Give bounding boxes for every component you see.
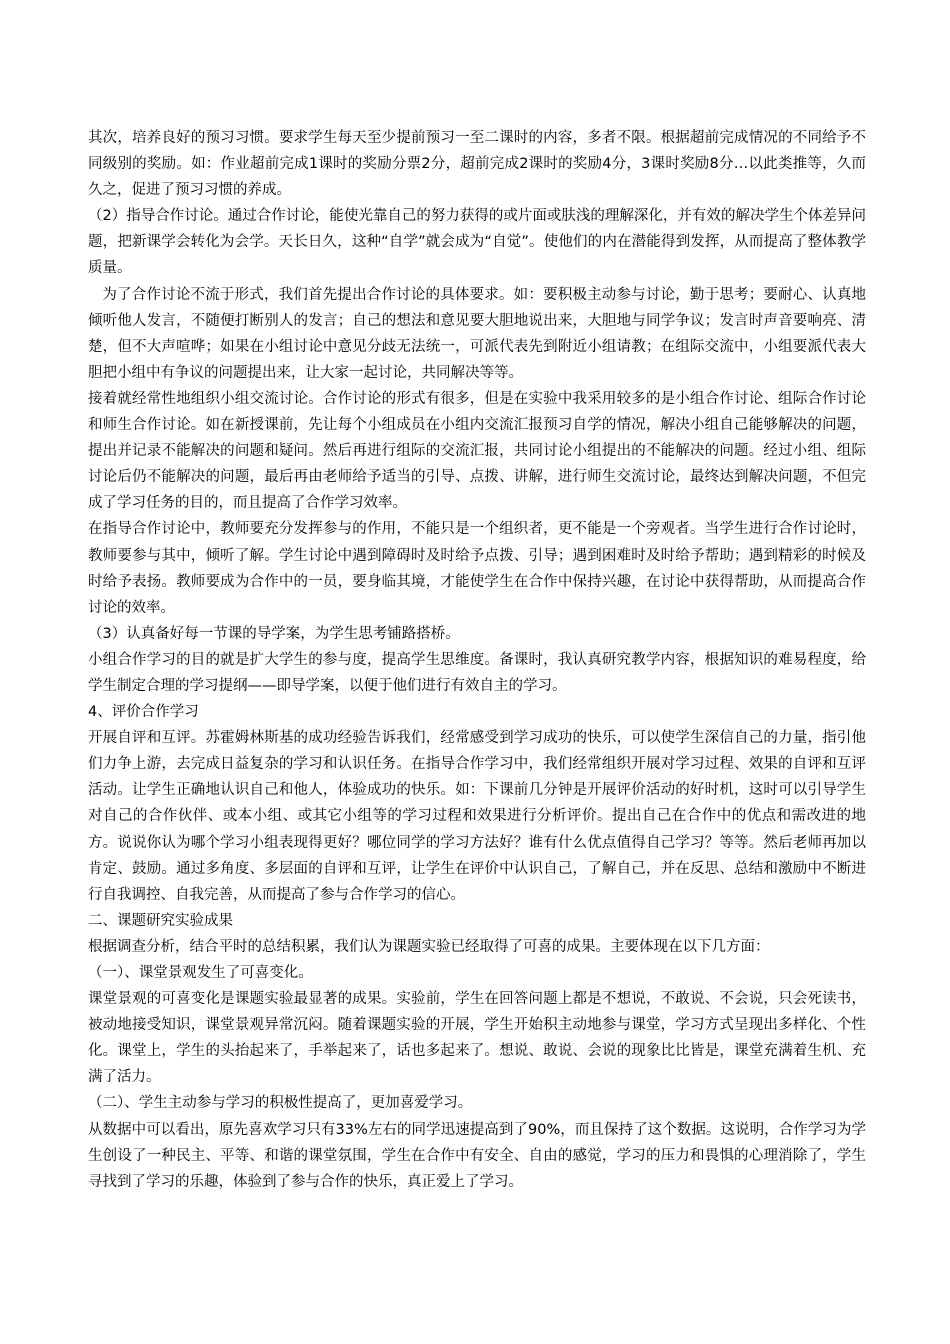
paragraph-lesson-plan: 小组合作学习的目的就是扩大学生的参与度，提高学生思维度。备课时，我认真研究教学内容，根据知识的难易程度，给学生制定合理的学习提纲——即导学案，以便于他们进行有效自主的学习。 bbox=[88, 651, 866, 694]
paragraph-self-evaluation: 开展自评和互评。苏霍姆林斯基的成功经验告诉我们，经常感受到学习成功的快乐，可以使学生深信自己的力量，指引他们力争上游，去完成日益复杂的学习和认识任务。在指导合作学习中，我们经常组织开展对学习过程、效果的自评和互评活动。让学生正确地认识自己和他人，体验成功的快乐。如：下课前几分钟是开展评价活动的好时机，这时可以引导学生对自己的合作伙伴、或本小组、或其它小组等的学习过程和效果进行分析评价。提出自己在合作中的优点和需改进的地方。说说你认为哪个学习小组表现得更好？哪位同学的学习方法好？谁有什么优点值得自己学习？等等。然后老师再加以肯定、鼓励。通过多角度、多层面的自评和互评，让学生在评价中认识自己，了解自己，并在反思、总结和激励中不断进行自我调控、自我完善，从而提高了参与合作学习的信心。 bbox=[88, 730, 866, 903]
paragraph-preview-habit: 其次，培养良好的预习习惯。要求学生每天至少提前预习一至二课时的内容，多者不限。根据超前完成情况的不同给予不同级别的奖励。如：作业超前完成1课时的奖励分票2分，超前完成2课时的奖励4分，3课时奖励8分…以此类推等，久而久之，促进了预习习惯的养成。 bbox=[88, 130, 866, 199]
paragraph-discussion-requirements: 为了合作讨论不流于形式，我们首先提出合作讨论的具体要求。如：要积极主动参与讨论，勤于思考；要耐心、认真地倾听他人发言，不随便打断别人的发言；自己的想法和意见要大胆地说出来，大胆地与同学争议；发言时声音要响亮、清楚，但不大声喧哗；如果在小组讨论中意见分歧无法统一，可派代表先到附近小组请教；在组际交流中，小组要派代表大胆把小组中有争议的问题提出来，让大家一起讨论，共同解决等等。 bbox=[88, 286, 867, 381]
document-body bbox=[88, 125, 866, 1195]
section-heading-results: 二、课题研究实验成果 bbox=[88, 912, 233, 929]
paragraph-lesson-plan-heading: （3）认真备好每一节课的导学案，为学生思考铺路搭桥。 bbox=[88, 625, 460, 642]
paragraph-teacher-role: 在指导合作讨论中，教师要充分发挥参与的作用，不能只是一个组织者，更不能是一个旁观者。当学生进行合作讨论时，教师要参与其中，倾听了解。学生讨论中遇到障碍时及时给予点拨、引导；遇到困难时及时给予帮助；遇到精彩的时候及时给予表扬。教师要成为合作中的一员，要身临其境，才能使学生在合作中保持兴趣，在讨论中获得帮助，从而提高合作讨论的效率。 bbox=[88, 521, 866, 616]
paragraph-guide-discussion: （2）指导合作讨论。通过合作讨论，能使光靠自己的努力获得的或片面或肤浅的理解深化，并有效的解决学生个体差异问题，把新课学会转化为会学。天长日久，这种“自学”就会成为“自觉”。使他们的内在潜能得到发挥，从而提高了整体教学质量。 bbox=[88, 208, 866, 277]
section-heading-evaluation: 4、评价合作学习 bbox=[88, 704, 199, 721]
subheading-classroom-change: （一）、课堂景观发生了可喜变化。 bbox=[88, 965, 313, 981]
subheading-student-participation: （二）、学生主动参与学习的积极性提高了，更加喜爱学习。 bbox=[88, 1095, 473, 1112]
paragraph-results-intro: 根据调查分析，结合平时的总结积累，我们认为课题实验已经取得了可喜的成果。主要体现在以下几方面： bbox=[88, 938, 770, 955]
paragraph-student-participation: 从数据中可以看出，原先喜欢学习只有33%左右的同学迅速提高到了90%，而且保持了这个数据。这说明，合作学习为学生创设了一种民主、平等、和谐的课堂氛围，学生在合作中有安全、自由的感觉，学习的压力和畏惧的心理消除了，学生寻找到了学习的乐趣，体验到了参与合作的快乐，真正爱上了学习。 bbox=[88, 1121, 866, 1190]
paragraph-group-discussion: 接着就经常性地组织小组交流讨论。合作讨论的形式有很多，但是在实验中我采用较多的是小组合作讨论、组际合作讨论和师生合作讨论。如在新授课前，先让每个小组成员在小组内交流汇报预习自学的情况，解决小组自己能够解决的问题，提出并记录不能解决的问题和疑问。然后再进行组际的交流汇报，共同讨论小组提出的不能解决的问题。经过小组、组际讨论后仍不能解决的问题，最后再由老师给予适当的引导、点拨、讲解，进行师生交流讨论，最终达到解决问题，不但完成了学习任务的目的，而且提高了合作学习效率。 bbox=[88, 390, 866, 512]
paragraph-classroom-change: 课堂景观的可喜变化是课题实验最显著的成果。实验前，学生在回答问题上都是不想说，不敢说、不会说，只会死读书，被动地接受知识，课堂景观异常沉闷。随着课题实验的开展，学生开始积主动地参与课堂，学习方式呈现出多样化、个性化。课堂上，学生的头抬起来了，手举起来了，话也多起来了。想说、敢说、会说的现象比比皆是，课堂充满着生机、充满了活力。 bbox=[88, 991, 866, 1086]
